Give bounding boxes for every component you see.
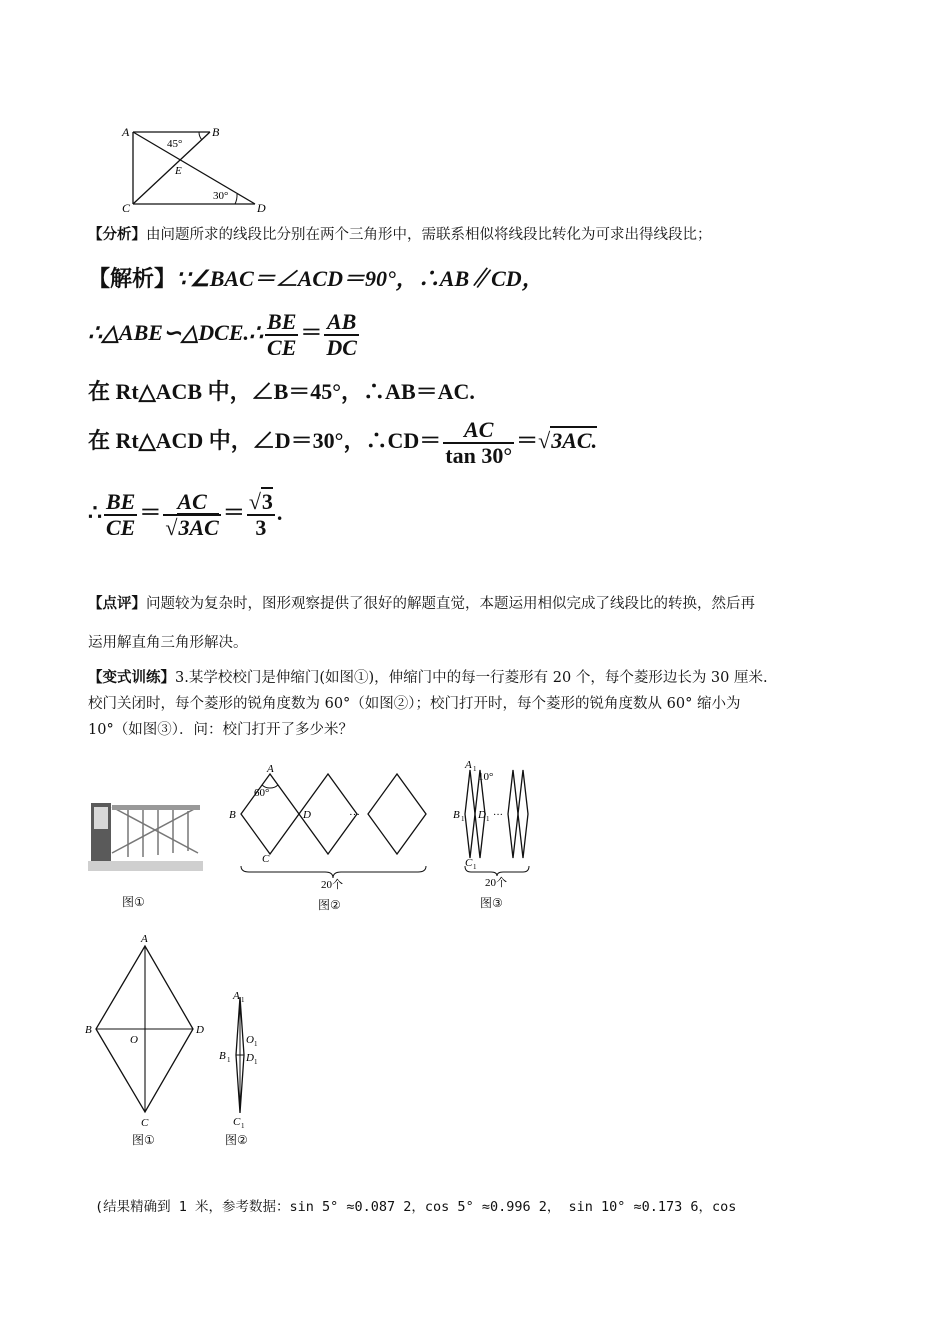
thin-rhombus-4 [518, 770, 528, 858]
angle-arc-d [235, 194, 237, 204]
sqrt-radicand: 3AC [178, 515, 219, 540]
sqrt-icon: √ [165, 515, 178, 540]
figure-gate-open [447, 758, 537, 890]
fraction-numerator: AB [324, 310, 359, 336]
label-angle-45: 45° [167, 138, 183, 150]
label-b1: B [453, 809, 460, 821]
subscript: 1 [227, 1056, 231, 1064]
label-angle-30: 30° [213, 190, 229, 202]
label-d: D [257, 201, 266, 215]
caption-fig1-row2: 图① [132, 1133, 155, 1147]
comment-line-2: 运用解直角三角形解决。 [88, 635, 248, 651]
fraction-denominator: 3 [255, 515, 267, 540]
label-d1: D [478, 809, 486, 821]
label-a: A [122, 125, 130, 139]
label-d1: D [246, 1052, 254, 1064]
fraction-be-ce [265, 310, 298, 360]
exercise-line-1 [88, 667, 768, 689]
fraction-denominator [163, 516, 220, 540]
ellipsis: ··· [349, 809, 360, 821]
label-c: C [141, 1117, 149, 1129]
fraction-denominator: tan 30° [445, 443, 513, 468]
exercise-line-2: 校门关闭时，每个菱形的锐角度数为 60°（如图②）；校门打开时，每个菱形的锐角度数从 60° 缩小为 [88, 696, 741, 712]
figure-gate-closed [225, 762, 435, 892]
equals-sign: ＝ [516, 428, 539, 454]
subscript: 1 [473, 863, 477, 871]
fraction-denominator: CE [267, 335, 297, 360]
fraction-ab-dc [324, 310, 359, 360]
fraction-ac-tan30 [443, 418, 514, 468]
sqrt-radicand: 3 [261, 489, 273, 514]
angle-arc-b [199, 132, 202, 140]
fraction-numerator [247, 490, 275, 516]
period: . [276, 500, 283, 526]
label-o: O [130, 1034, 138, 1046]
label-count: 20个 [485, 877, 507, 889]
label-a: A [141, 933, 148, 945]
label-a1: A [465, 759, 472, 771]
comment-text-1: 问题较为复杂时，图形观察提供了很好的解题直觉，本题运用相似完成了线段比的转换，然后再 [146, 596, 755, 612]
therefore-symbol: ∴ [88, 500, 102, 526]
sqrt-icon: √ [248, 489, 261, 514]
label-b: B [229, 809, 236, 821]
label-c: C [262, 853, 270, 865]
solution-line-1 [88, 262, 544, 293]
caption-fig1: 图① [122, 895, 145, 909]
label-e: E [175, 165, 182, 177]
thin-rhombus-3 [508, 770, 518, 858]
label-c1: C [465, 857, 473, 869]
solution-line-4 [88, 418, 597, 468]
solution-text-1: ∵∠BAC＝∠ACD＝90°，∴AB∥CD， [176, 266, 544, 291]
rhombus-n [368, 774, 426, 854]
label-angle-60: 60° [254, 787, 270, 799]
subscript: 1 [254, 1058, 258, 1066]
thin-rhombus-1 [465, 770, 475, 858]
subscript: 1 [254, 1040, 258, 1048]
figure-trapezoid [115, 122, 280, 217]
brace [241, 866, 426, 878]
label-angle-10: 10° [478, 771, 494, 783]
fraction-denominator: CE [106, 515, 136, 540]
fraction-numerator: BE [267, 309, 297, 334]
analysis-tag: 【分析】 [88, 226, 146, 243]
solution-text-2: ∴△ABE∽△DCE.∴ [88, 320, 264, 346]
bottom-reference-data: (结果精确到 1 米，参考数据：sin 5° ≈0.087 2，cos 5° ≈0.996 2， sin 10° ≈0.173 6，cos [95, 1199, 737, 1215]
fraction-ac-sqrt3ac [163, 490, 220, 540]
label-d: D [303, 809, 311, 821]
caption-fig2-row2: 图② [225, 1133, 248, 1147]
subscript: 1 [241, 1122, 245, 1130]
label-c: C [122, 201, 131, 215]
comment-tag: 【点评】 [88, 595, 146, 612]
fraction-numerator: AC [443, 418, 514, 444]
solution-line-3: 在 Rt△ACB 中，∠B＝45°，∴AB＝AC. [88, 379, 475, 404]
rhombus-1 [241, 774, 299, 854]
label-d: D [196, 1024, 204, 1036]
subscript: 1 [461, 815, 465, 823]
segment-ad [133, 132, 255, 204]
fraction-sqrt3-3 [247, 490, 275, 540]
equals-sign: ＝ [300, 320, 323, 346]
solution-tag: 【解析】 [88, 266, 177, 291]
label-a1: A [233, 990, 240, 1002]
fraction-denominator: DC [326, 335, 357, 360]
subscript: 1 [486, 815, 490, 823]
fraction-numerator: AC [163, 490, 220, 516]
ellipsis: ··· [493, 810, 503, 821]
solution-line-2 [88, 310, 361, 360]
figure-rhombus-thin [214, 985, 274, 1135]
label-c1: C [233, 1116, 241, 1128]
fraction-be-ce-2 [104, 490, 137, 540]
caption-fig2: 图② [318, 898, 341, 912]
label-b1: B [219, 1050, 226, 1062]
subscript: 1 [241, 996, 245, 1004]
label-a: A [267, 763, 274, 775]
comment-line-1 [88, 593, 755, 615]
label-b: B [212, 125, 220, 139]
caption-fig3: 图③ [480, 896, 503, 910]
exercise-text-1: 3.某学校校门是伸缩门(如图①)，伸缩门中的每一行菱形有 20 个，每个菱形边长为 30 厘米. [175, 670, 768, 686]
subscript: 1 [473, 765, 477, 773]
sqrt-icon: √ [538, 428, 551, 454]
exercise-tag: 【变式训练】 [88, 669, 175, 686]
exercise-line-3: 10°（如图③）．问：校门打开了多少米？ [88, 722, 353, 738]
gate-photo [88, 795, 203, 875]
equals-sign: ＝ [222, 500, 245, 526]
equals-sign: ＝ [139, 500, 162, 526]
fraction-numerator: BE [106, 489, 136, 514]
analysis-paragraph [88, 224, 712, 246]
label-o1: O [246, 1034, 254, 1046]
solution-text-4b: 3AC. [551, 428, 598, 454]
label-count: 20个 [321, 879, 343, 891]
label-b: B [85, 1024, 92, 1036]
solution-text-4: 在 Rt△ACD 中，∠D＝30°，∴CD＝ [88, 428, 442, 454]
figure-rhombus-large [82, 930, 217, 1135]
analysis-text: 由问题所求的线段比分别在两个三角形中，需联系相似将线段比转化为可求出得线段比； [146, 227, 712, 243]
solution-line-5 [88, 490, 282, 540]
